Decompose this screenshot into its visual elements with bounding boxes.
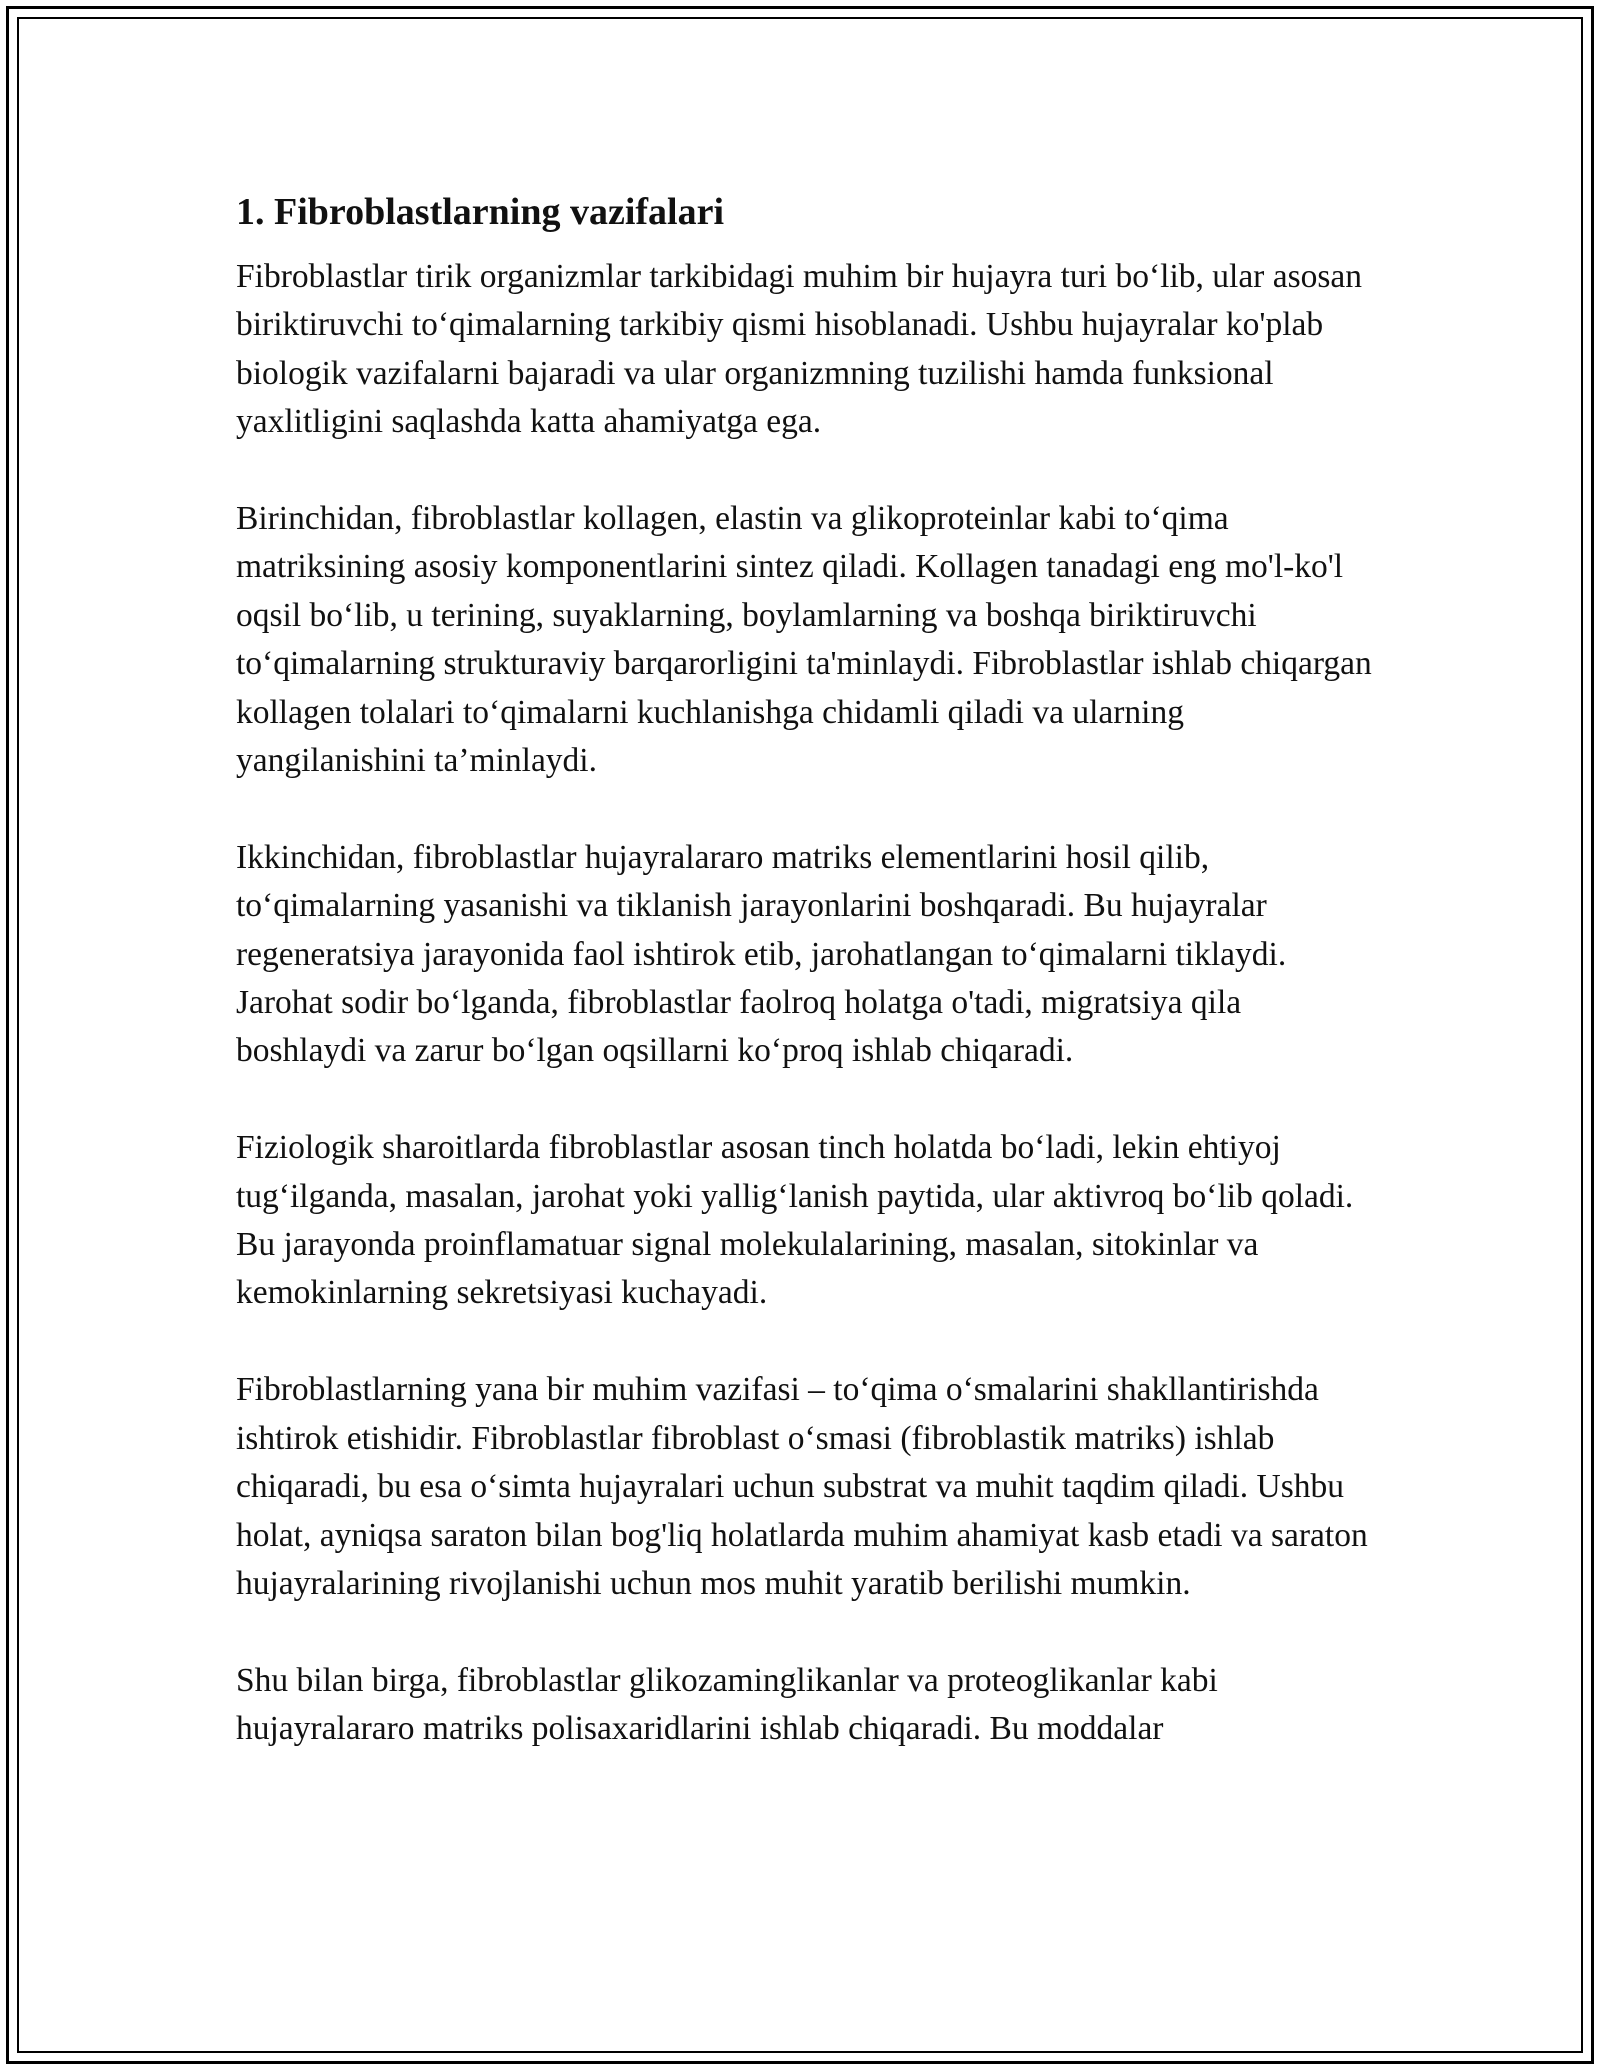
section-heading: 1. Fibroblastlarning vazifalari (236, 191, 725, 233)
paragraph-4: Fiziologik sharoitlarda fibroblastlar asosan tinch holatda bo‘ladi, lekin ehtiyoj tug‘ilganda, masalan, jarohat yoki yallig‘lanish paytida, ular aktivroq bo‘lib qoladi. Bu jarayonda proinflamatuar signal molekulalarining, masalan, sitokinlar va kemokinlarning sekretsiyasi kuchayadi. (236, 1129, 1354, 1312)
paragraph-2: Birinchidan, fibroblastlar kollagen, elastin va glikoproteinlar kabi to‘qima matriksining asosiy komponentlarini sintez qiladi. Kollagen tanadagi eng mo'l-ko'l oqsil bo‘lib, u terining, suyaklarning, boylamlarning va boshqa biriktiruvchi to‘qimalarning strukturaviy barqarorligini ta'minlaydi. Fibroblastlar ishlab chiqargan kollagen tolalari to‘qimalarni kuchlanishga chidamli qiladi va ularning yangilanishini ta’minlaydi. (236, 500, 1372, 780)
paragraph-6: Shu bilan birga, fibroblastlar glikozaminglikanlar va proteoglikanlar kabi hujayralararo matriks polisaxaridlarini ishlab chiqaradi. Bu moddalar (236, 1661, 1218, 1748)
paragraph-1: Fibroblastlar tirik organizmlar tarkibidagi muhim bir hujayra turi bo‘lib, ular asosan biriktiruvchi to‘qimalarning tarkibiy qismi hisoblanadi. Ushbu hujayralar ko'plab biologik vazifalarni bajaradi va ular organizmning tuzilishi hamda funksional yaxlitligini saqlashda katta ahamiyatga ega. (236, 258, 1363, 441)
paragraph-3: Ikkinchidan, fibroblastlar hujayralararo matriks elementlarini hosil qilib, to‘qimalarning yasanishi va tiklanish jarayonlarini boshqaradi. Bu hujayralar regeneratsiya jarayonida faol ishtirok etib, jarohatlangan to‘qimalarni tiklaydi. Jarohat sodir bo‘lganda, fibroblastlar faolroq holatga o'tadi, migratsiya qila boshlaydi va zarur bo‘lgan oqsillarni ko‘proq ishlab chiqaradi. (236, 838, 1287, 1070)
document-body (236, 186, 1376, 1754)
paragraph-5: Fibroblastlarning yana bir muhim vazifasi – to‘qima o‘smalarini shakllantirishda ishtirok etishidir. Fibroblastlar fibroblast o‘smasi (fibroblastik matriks) ishlab chiqaradi, bu esa o‘simta hujayralari uchun substrat va muhit taqdim qiladi. Ushbu holat, ayniqsa saraton bilan bog'liq holatlarda muhim ahamiyat kasb etadi va saraton hujayralarining rivojlanishi uchun mos muhit yaratib berilishi mumkin. (236, 1371, 1368, 1602)
